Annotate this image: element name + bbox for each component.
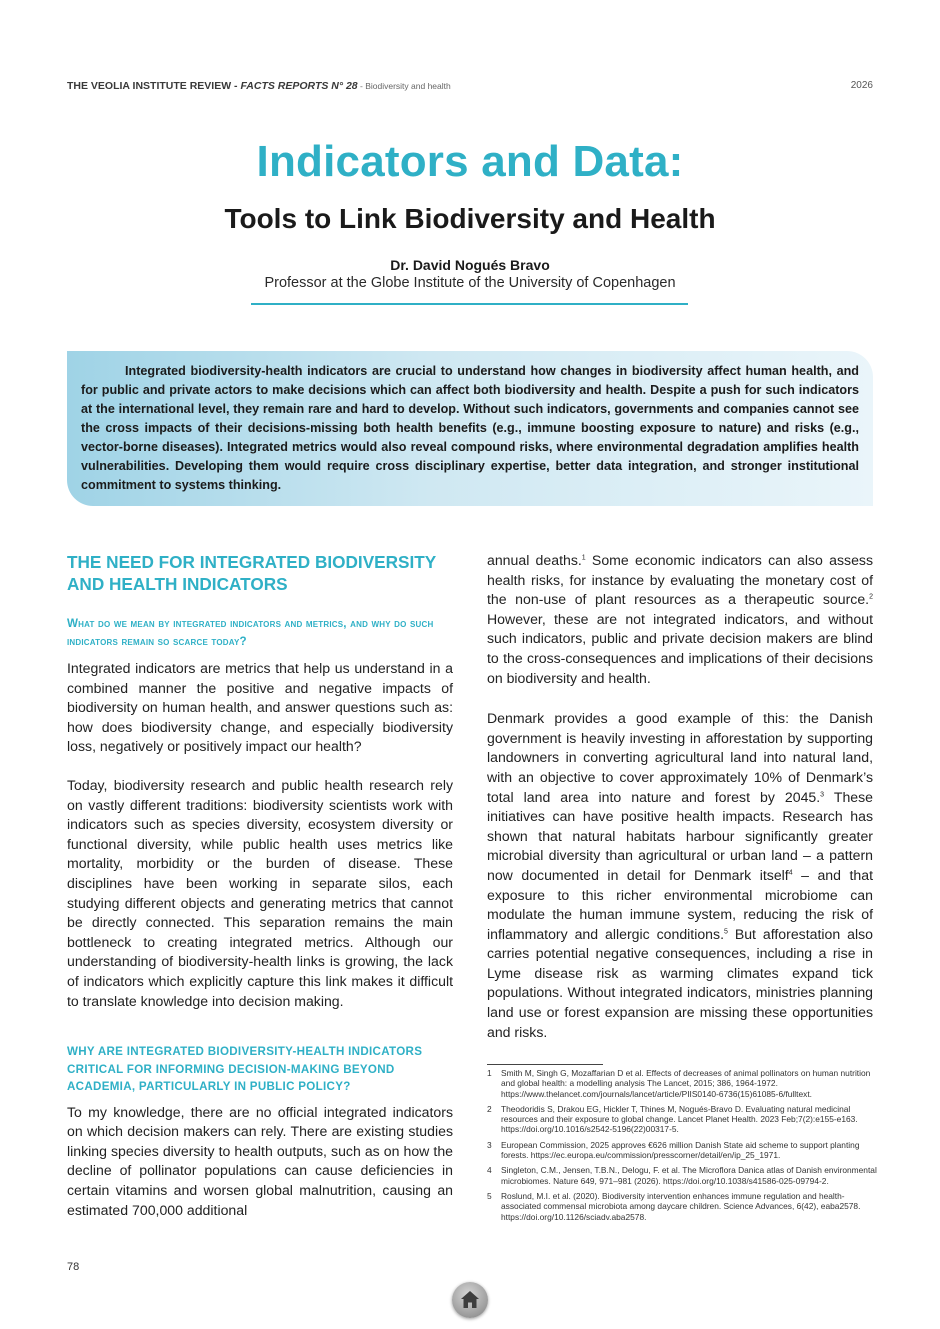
p4-part-a: Denmark provides a good example of this: the Danish government is heavily investing in afforestation by supporting landowners in converting agricultural land into natural land, with an objective to cover approximately 10% of Denmark’s total land area into nature and forest by 2045. (487, 710, 873, 805)
footnote-5 (487, 1191, 877, 1222)
author-name: Dr. David Nogués Bravo (390, 257, 550, 273)
paragraph-3-continued (487, 551, 873, 688)
left-column (67, 551, 453, 1220)
footnote-3 (487, 1140, 877, 1161)
question-heading-1: What do we mean by integrated indicators and metrics, and why do such indicators remain so scarce today? (67, 617, 434, 648)
footnote-number: 1 (487, 1068, 492, 1078)
footnote-2 (487, 1104, 877, 1135)
running-header (67, 80, 873, 96)
question-heading-2: WHY ARE INTEGRATED BIODIVERSITY-HEALTH INDICATORS CRITICAL FOR INFORMING DECISION-MAKING BEYOND ACADEMIA, PARTICULARLY IN PUBLIC POLICY? (67, 1045, 423, 1094)
title-rule (251, 303, 688, 305)
footnote-ref-3[interactable]: 3 (820, 790, 825, 798)
footnote-number: 3 (487, 1139, 492, 1150)
section-heading: THE NEED FOR INTEGRATED BIODIVERSITY AND HEALTH INDICATORS (67, 552, 436, 594)
footnote-text: Roslund, M.I. et al. (2020). Biodiversity intervention enhances immune regulation and health-associated commensal microbiota among daycare children. Science Advances, 6(42), eaba2578. https://doi.org/10.1126/sciadv.aba2578. (501, 1190, 861, 1222)
page-number: 78 (67, 1261, 80, 1273)
footnote-1 (487, 1068, 877, 1099)
author-affiliation: Professor at the Globe Institute of the University of Copenhagen (264, 275, 676, 291)
footnote-number: 2 (487, 1103, 492, 1114)
footnote-ref-4[interactable]: 4 (788, 869, 793, 877)
footnote-4 (487, 1165, 877, 1186)
footnote-number: 4 (487, 1165, 492, 1176)
paragraph-1: Integrated indicators are metrics that help us understand in a combined manner the positive and negative impacts of biodiversity on human health, and answer questions such as: how does biodiversity change, and especially biodiversity loss, negatively or positively impact our health? (67, 660, 453, 755)
topic-label: - Biodiversity and health (357, 81, 451, 91)
p3-part-b: Some economic indicators can also assess health risks, for instance by evaluating the monetary cost of the non-use of plant resources as a therapeutic source. (487, 552, 873, 608)
abstract-text: Integrated biodiversity-health indicators are crucial to understand how changes in biodiversity affect human health, and for public and private actors to make decisions which can affect both biodiversity and health. Despite a push for such indicators at the international level, they remain rare and hard to develop. Without such indicators, governments and companies cannot see the cross impacts of their decisions-missing both health benefits (e.g., immune boosting exposure to nature) and risks (e.g., vector-borne diseases). Integrated metrics would also reveal compound risks, where environmental degradation amplifies health vulnerabilities. Developing them would require cross disciplinary expertise, better data integration, and stronger institutional commitment to systems thinking. (81, 364, 859, 492)
abstract-box (67, 351, 873, 506)
header-year: 2026 (850, 80, 873, 91)
paragraph-4 (487, 709, 873, 1042)
series-name: FACTS REPORTS N° 28 (240, 80, 358, 92)
right-column (487, 551, 873, 1042)
p3-part-c: However, these are not integrated indicators, and without such indicators, public and private decision makers are blind to the cross-consequences and implications of their decisions on biodiversity and health. (487, 610, 873, 686)
article-title: Indicators and Data: (256, 137, 684, 186)
p4-part-b: These initiatives can have positive health impacts. Research has shown that natural habitats harbour significantly greater microbial diversity than agricultural or urban land – a pattern now documented in detail for Denmark itself (487, 788, 874, 883)
footnote-rule (487, 1064, 603, 1065)
footnote-text: Theodoridis S, Drakou EG, Hickler T, Thines M, Nogués-Bravo D. Evaluating natural medicinal resources and their exposure to global change. Lancet Planet Health. 2023 Feb;7(2):e155-e163. https://doi.org/10.1016/s2542-5196(22)00317-5. (501, 1103, 858, 1135)
header-left (67, 80, 451, 92)
paragraph-3: To my knowledge, there are no official integrated indicators on which decision makers can rely. There are existing studies linking species diversity to health outputs, such as on how the decline of pollinator populations can cause deficiencies in certain vitamins and worsen global malnutrition, causing an estimated 700,000 additional (67, 1103, 453, 1218)
paragraph-2: Today, biodiversity research and public health research rely on vastly different traditions: biodiversity scientists work with indicators such as species diversity, ecosystem diversity or functional diversity, while public health uses metrics like mortality, morbidity or the burden of disease. These disciplines have been working in separate silos, each studying different objects and generating metrics that cannot be directly connected. This separation remains the main bottleneck to creating integrated metrics. Although our understanding of biodiversity-health links is growing, the lack of indicators which explicitly capture this link makes it difficult to translate knowledge into decision making. (67, 776, 453, 1009)
footnote-ref-1[interactable]: 1 (581, 554, 586, 562)
home-icon (459, 1289, 481, 1311)
footnote-ref-2[interactable]: 2 (869, 593, 873, 601)
p4-part-d: But afforestation also carries potential negative consequences, including a rise in Lyme disease risk as warming climates expand tick populations. Without integrated indicators, ministries planning land use or forest expansion are missing these opportunities and risks. (487, 925, 873, 1040)
article-subtitle: Tools to Link Biodiversity and Health (224, 203, 716, 234)
footnote-number: 5 (487, 1190, 492, 1201)
footnote-ref-5[interactable]: 5 (723, 928, 728, 935)
footnote-text: European Commission, 2025 approves €626 million Danish State aid scheme to support planting forests. https://ec.europa.eu/commission/presscorner/detail/en/ip_25_1971. (501, 1139, 860, 1161)
p4-part-c: – and that exposure to this richer environmental microbiome can modulate the human immune system, reducing the risk of inflammatory and allergic conditions. (487, 866, 873, 942)
footnotes (487, 1068, 877, 1227)
home-button[interactable] (452, 1282, 488, 1318)
footnote-text: Singleton, C.M., Jensen, T.B.N., Delogu, F. et al. The Microflora Danica atlas of Danish environmental microbiomes. Nature 649, 971–981 (2026). https://doi.org/10.1038/s41586-025-09794-2. (501, 1165, 877, 1186)
p3-part-a: annual deaths. (487, 552, 582, 568)
publication-name: THE VEOLIA INSTITUTE REVIEW - (67, 80, 241, 92)
footnote-text: Smith M, Singh G, Mozaffarian D et al. Effects of decreases of animal pollinators on human nutrition and global health: a modelling analysis The Lancet, 2015; 386, 1964-1972. https://www.thelancet.com/journals/lancet/article/PIIS0140-6736(15)61085-6/fulltext. (501, 1068, 871, 1099)
